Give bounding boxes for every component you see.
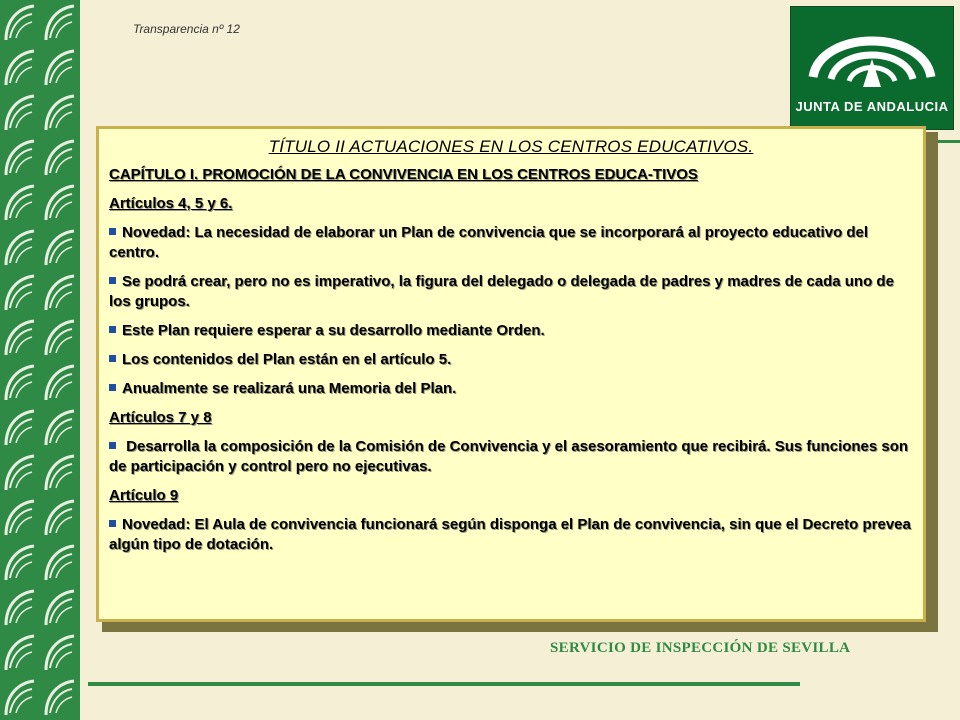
section-heading-articulo-9: Artículo 9	[109, 487, 179, 504]
slide-title	[109, 137, 913, 157]
decorative-bottom-line	[88, 682, 800, 686]
list-item: Novedad: El Aula de convivencia funcionará según disponga el Plan de convivencia, sin que el Decreto prevea algún tipo de dotación.	[109, 515, 913, 555]
content-box	[96, 126, 926, 622]
list-item: Novedad: La necesidad de elaborar un Plan de convivencia que se incorporará al proyecto educativo del centro.	[109, 223, 913, 263]
junta-de-andalucia-logo	[790, 6, 954, 130]
list-item: Este Plan requiere esperar a su desarrollo mediante Orden.	[109, 321, 913, 341]
list-item: Se podrá crear, pero no es imperativo, la figura del delegado o delegada de padres y madres de cada uno de los grupos.	[109, 272, 913, 312]
section-heading-articulos-7-8: Artículos 7 y 8	[109, 409, 212, 426]
section-heading-articulos-4-5-6: Artículos 4, 5 y 6.	[109, 195, 233, 212]
logo-emblem-icon	[791, 7, 953, 97]
title-prefix: TÍTULO II	[268, 137, 346, 156]
title-rest: ACTUACIONES EN LOS CENTROS EDUCATIVOS.	[349, 137, 754, 156]
footer-text: SERVICIO DE INSPECCIÓN DE SEVILLA	[550, 640, 851, 656]
list-item: Desarrolla la composición de la Comisión de Convivencia y el asesoramiento que recibirá. Sus funciones son de participación y control pero no ejecutivas.	[109, 437, 913, 477]
decorative-left-strip	[0, 0, 80, 720]
chapter-heading: CAPÍTULO I. PROMOCIÓN DE LA CONVIVENCIA EN LOS CENTROS EDUCA-TIVOS	[109, 166, 698, 183]
list-item: Los contenidos del Plan están en el artículo 5.	[109, 350, 913, 370]
slide-number: Transparencia nº 12	[133, 22, 240, 36]
logo-text: JUNTA DE ANDALUCIA	[795, 99, 949, 114]
leaf-pattern	[0, 0, 80, 720]
list-item: Anualmente se realizará una Memoria del Plan.	[109, 379, 913, 399]
